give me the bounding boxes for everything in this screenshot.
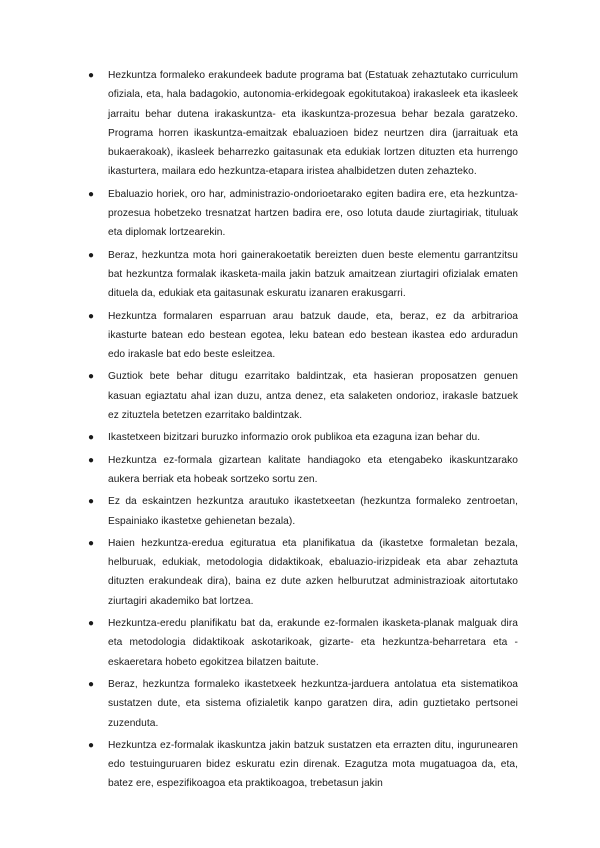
list-item-text: Hezkuntza ez-formalak ikaskuntza jakin batzuk sustatzen eta errazten ditu, ingurunearen edo testuinguruaren bidez eskuratu ezin direnak. Ezagutza mota mugatuagoa da, eta, batez ere, espezifikoagoa eta praktikoagoa, trebetasun jakin (108, 739, 518, 790)
list-item (88, 492, 518, 531)
list-item-text: Beraz, hezkuntza formaleko ikastetxeek hezkuntza-jarduera antolatua eta sistematikoa sustatzen dute, eta sistema ofizialetik kanpo garatzen dira, adin guztietako pertsonei zuzenduta. (108, 678, 518, 729)
bullet-dot-icon: ● (88, 618, 95, 630)
list-item (88, 534, 518, 611)
list-item-text: Hezkuntza formaleko erakundeek badute programa bat (Estatuak zehaztutako curriculum ofiziala, eta, hala badagokio, autonomia-erkidegoak egokitutakoa) irakasleek eta ikasleek jarraitu behar dutena irakaskuntza- eta ikaskuntza-prozesua behar bezala garatzeko. Programa horren ikaskuntza-emaitzak ebaluazioen bidez neurtzen dira (jarraituak eta bukaerakoak), ikasleek beharrezko gaitasunak eta edukiak lortzen dituzten eta hurrengo ikasturtera, mailara edo hezkuntza-etapara iristea ahalbidetzen duten zehazteko. (108, 70, 518, 178)
list-item (88, 428, 518, 447)
bullet-dot-icon: ● (88, 739, 95, 751)
list-item-text: Hezkuntza ez-formala gizartean kalitate handiagoko eta etengabeko ikaskuntzarako aukera berriak eta hobeak sortzeko sortu zen. (108, 454, 518, 485)
bullet-dot-icon: ● (88, 70, 95, 81)
bullet-dot-icon: ● (88, 678, 95, 690)
bullet-dot-icon: ● (88, 188, 95, 200)
list-item (88, 451, 518, 490)
list-item (88, 675, 518, 733)
list-item-text: Ebaluazio horiek, oro har, administrazio-ondorioetarako egiten badira ere, eta hezkuntza-prozesua hobetzeko tresnatzat hartzen badira ere, oso lotuta daude ziurtagiriak, tituluak eta diplomak lortzearekin. (108, 188, 518, 239)
bullet-dot-icon: ● (88, 310, 95, 322)
bullet-dot-icon: ● (88, 371, 95, 383)
list-item (88, 66, 518, 182)
list-item (88, 367, 518, 425)
list-item-text: Beraz, hezkuntza mota hori gainerakoetatik bereizten duen beste elementu garrantzitsu bat hezkuntza formalak ikasketa-maila jakin batzuk amaitzean ziurtagiri ofizialak ematen dituela da, edukiak eta gaitasunak eskuratu izanaren erakusgarri. (108, 249, 518, 300)
list-item-text: Hezkuntza formalaren esparruan arau batzuk daude, eta, beraz, ez da arbitrarioa ikasturte batean edo bestean egotea, leku batean edo bestean ikastea edo arduradun edo irakasle bat edo beste esleitzea. (108, 310, 518, 361)
bullet-dot-icon: ● (88, 249, 95, 261)
bullet-dot-icon: ● (88, 496, 95, 508)
list-item-text: Haien hezkuntza-eredua egituratua eta planifikatua da (ikastetxe formaletan bezala, helburuak, edukiak, metodologia didaktikoak, ebaluazio-irizpideak eta abar zehaztuta dituzten erakundeak dira), baina ez dute azken helburutzat administrazioak aitortutako ziurtagiri akademiko bat lortzea. (108, 537, 518, 607)
bullet-list (88, 66, 518, 797)
list-item (88, 614, 518, 672)
list-item-text: Ikastetxeen bizitzari buruzko informazio orok publikoa eta ezaguna izan behar du. (108, 432, 481, 444)
list-item-text: Ez da eskaintzen hezkuntza arautuko ikastetxeetan (hezkuntza formaleko zentroetan, Espainiako ikastetxe gehienetan bezala). (108, 496, 518, 527)
bullet-dot-icon: ● (88, 537, 95, 549)
list-item (88, 185, 518, 243)
bullet-dot-icon: ● (88, 454, 95, 466)
list-item (88, 246, 518, 304)
list-item (88, 736, 518, 794)
bullet-dot-icon: ● (88, 432, 95, 444)
list-item (88, 307, 518, 365)
list-item-text: Hezkuntza-eredu planifikatu bat da, erakunde ez-formalen ikasketa-planak malguak dira eta metodologia didaktikoak askotarikoak, gizarte- eta hezkuntza-beharretara eta -eskaeretara hobeto egokitzea bilatzen baitute. (108, 618, 518, 668)
list-item-text: Guztiok bete behar ditugu ezarritako baldintzak, eta hasieran proposatzen genuen kasuan egiaztatu ahal izan duzu, antza denez, eta salaketen ondorioz, irakasle batzuek ez zituztela betetzen ezarritako baldintzak. (108, 371, 518, 422)
